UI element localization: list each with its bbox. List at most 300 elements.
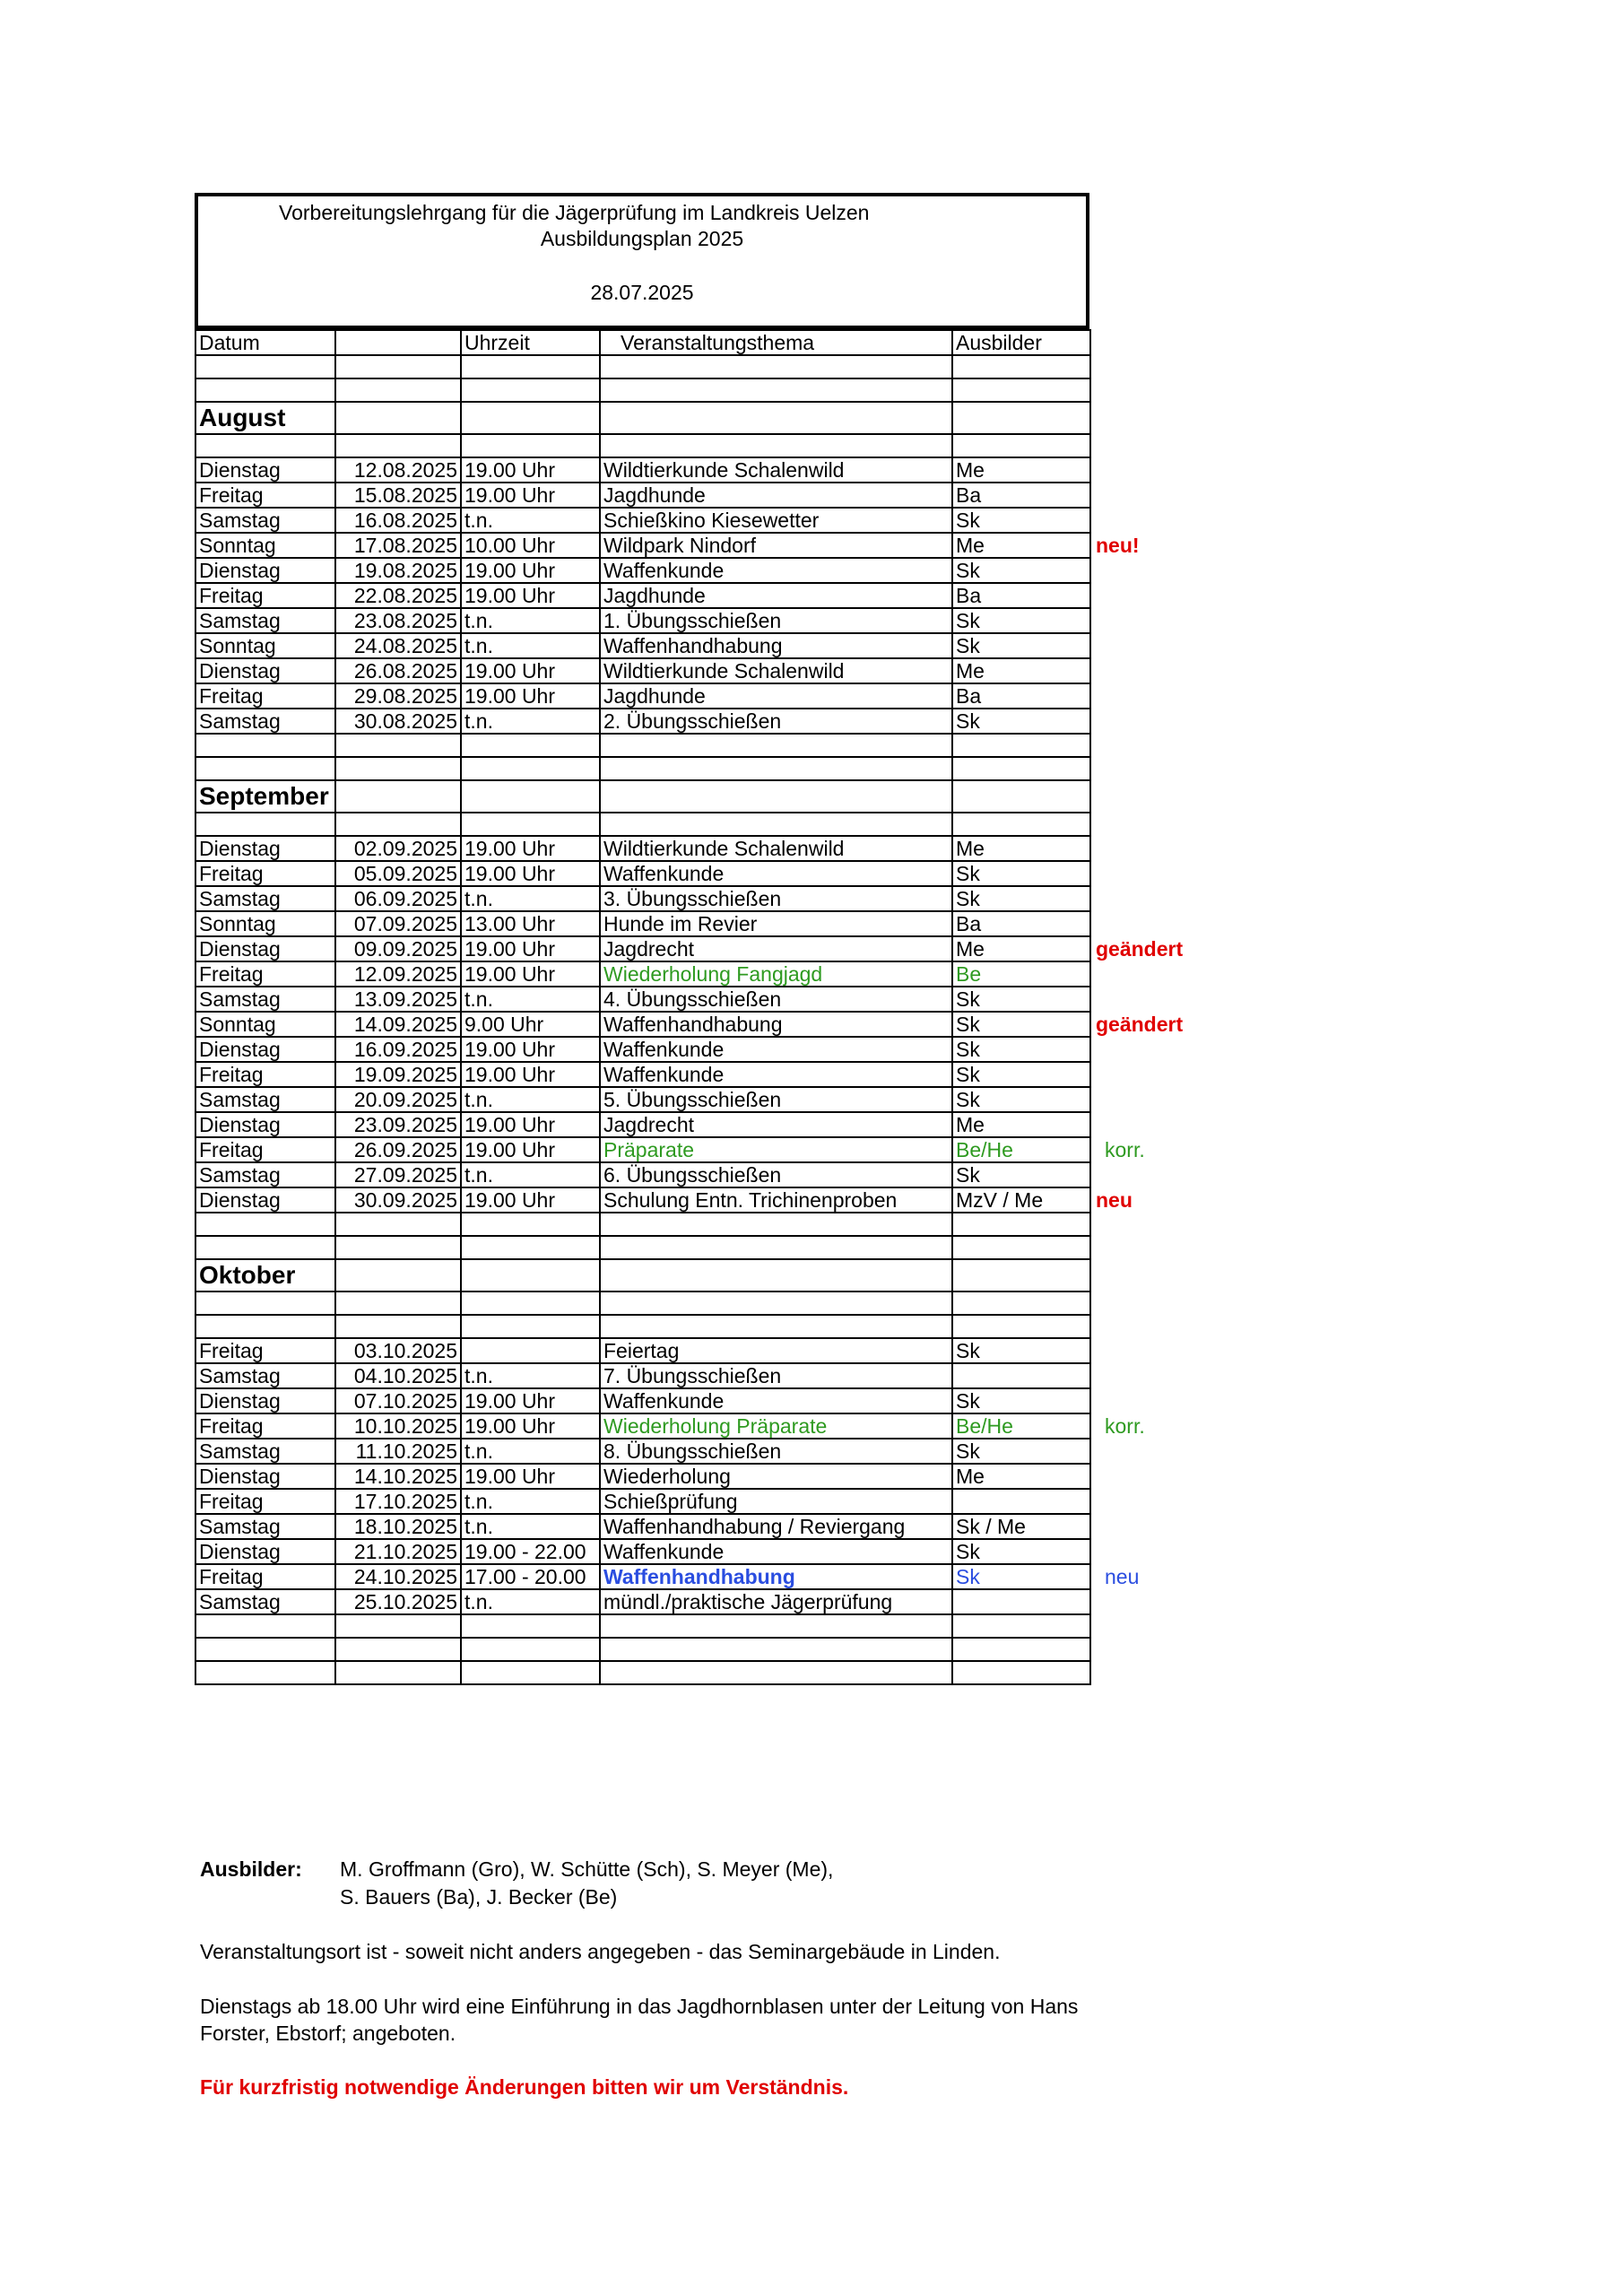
empty-cell bbox=[600, 780, 952, 813]
date-cell: 07.10.2025 bbox=[335, 1388, 461, 1413]
weekday-cell: Samstag bbox=[195, 1162, 335, 1187]
time-cell: t.n. bbox=[461, 633, 600, 658]
trainer-cell: Ba bbox=[952, 911, 1090, 936]
weekday-cell: Freitag bbox=[195, 683, 335, 709]
date-cell: 17.10.2025 bbox=[335, 1489, 461, 1514]
time-cell: 19.00 Uhr bbox=[461, 836, 600, 861]
time-cell: t.n. bbox=[461, 1162, 600, 1187]
topic-cell: Wildpark Nindorf bbox=[600, 533, 952, 558]
change-annotation: geändert bbox=[1096, 937, 1184, 961]
schedule-row bbox=[195, 911, 1090, 936]
date-cell: 27.09.2025 bbox=[335, 1162, 461, 1187]
trainer-cell: Sk bbox=[952, 633, 1090, 658]
trainer-cell: Sk bbox=[952, 1062, 1090, 1087]
trainer-cell bbox=[952, 1589, 1090, 1614]
topic-cell: Schulung Entn. Trichinenproben bbox=[600, 1187, 952, 1213]
schedule-row bbox=[195, 1062, 1090, 1087]
weekday-cell: Dienstag bbox=[195, 936, 335, 961]
empty-cell bbox=[335, 734, 461, 757]
spacer-row bbox=[195, 378, 1090, 402]
schedule-row bbox=[195, 683, 1090, 709]
schedule-row bbox=[195, 1464, 1090, 1489]
weekday-cell: Freitag bbox=[195, 961, 335, 987]
weekday-cell: Dienstag bbox=[195, 1112, 335, 1137]
weekday-cell: Dienstag bbox=[195, 1187, 335, 1213]
empty-cell bbox=[195, 1614, 335, 1638]
weekday-cell: Samstag bbox=[195, 709, 335, 734]
date-cell: 20.09.2025 bbox=[335, 1087, 461, 1112]
empty-cell bbox=[195, 355, 335, 378]
empty-cell bbox=[461, 757, 600, 780]
weekday-cell: Sonntag bbox=[195, 633, 335, 658]
topic-cell: Hunde im Revier bbox=[600, 911, 952, 936]
empty-cell bbox=[335, 1236, 461, 1259]
date-cell: 07.09.2025 bbox=[335, 911, 461, 936]
month-name: September bbox=[195, 780, 335, 813]
time-cell: 19.00 Uhr bbox=[461, 658, 600, 683]
column-header-thema: Veranstaltungsthema bbox=[600, 330, 952, 355]
empty-cell bbox=[195, 1292, 335, 1315]
empty-cell bbox=[952, 1661, 1090, 1684]
empty-cell bbox=[600, 1259, 952, 1292]
time-cell: t.n. bbox=[461, 987, 600, 1012]
weekday-cell: Freitag bbox=[195, 583, 335, 608]
column-header-empty bbox=[335, 330, 461, 355]
schedule-row bbox=[195, 1162, 1090, 1187]
trainer-cell: Sk / Me bbox=[952, 1514, 1090, 1539]
spacer-row bbox=[195, 1315, 1090, 1338]
date-cell: 14.10.2025 bbox=[335, 1464, 461, 1489]
time-cell: 13.00 Uhr bbox=[461, 911, 600, 936]
trainer-cell: Sk bbox=[952, 1388, 1090, 1413]
schedule-row bbox=[195, 709, 1090, 734]
weekday-cell: Samstag bbox=[195, 1514, 335, 1539]
topic-cell: 6. Übungsschießen bbox=[600, 1162, 952, 1187]
empty-cell bbox=[461, 1661, 600, 1684]
empty-cell bbox=[461, 1614, 600, 1638]
weekday-cell: Dienstag bbox=[195, 1388, 335, 1413]
weekday-cell: Freitag bbox=[195, 1564, 335, 1589]
empty-cell bbox=[335, 813, 461, 836]
trainer-cell: Sk bbox=[952, 558, 1090, 583]
trainer-cell: MzV / Me bbox=[952, 1187, 1090, 1213]
weekday-cell: Samstag bbox=[195, 1363, 335, 1388]
weekday-cell: Freitag bbox=[195, 1489, 335, 1514]
date-cell: 16.09.2025 bbox=[335, 1037, 461, 1062]
date-cell: 10.10.2025 bbox=[335, 1413, 461, 1439]
time-cell: t.n. bbox=[461, 1589, 600, 1614]
change-annotation: neu! bbox=[1096, 534, 1140, 557]
empty-cell bbox=[952, 1315, 1090, 1338]
date-cell: 14.09.2025 bbox=[335, 1012, 461, 1037]
schedule-row bbox=[195, 861, 1090, 886]
trainer-cell: Me bbox=[952, 533, 1090, 558]
trainer-cell: Sk bbox=[952, 861, 1090, 886]
weekday-cell: Samstag bbox=[195, 508, 335, 533]
date-cell: 24.10.2025 bbox=[335, 1564, 461, 1589]
empty-cell bbox=[600, 1638, 952, 1661]
topic-cell: Schießkino Kiesewetter bbox=[600, 508, 952, 533]
time-cell: 19.00 Uhr bbox=[461, 861, 600, 886]
topic-cell: Wildtierkunde Schalenwild bbox=[600, 836, 952, 861]
date-cell: 25.10.2025 bbox=[335, 1589, 461, 1614]
empty-cell bbox=[952, 757, 1090, 780]
trainer-cell: Be/He bbox=[952, 1413, 1090, 1439]
spacer-row bbox=[195, 813, 1090, 836]
weekday-cell: Dienstag bbox=[195, 558, 335, 583]
month-heading-row bbox=[195, 780, 1090, 813]
date-cell: 09.09.2025 bbox=[335, 936, 461, 961]
schedule-row bbox=[195, 1514, 1090, 1539]
trainer-cell: Sk bbox=[952, 508, 1090, 533]
empty-cell bbox=[461, 1638, 600, 1661]
date-cell: 21.10.2025 bbox=[335, 1539, 461, 1564]
schedule-row bbox=[195, 1338, 1090, 1363]
date-cell: 19.09.2025 bbox=[335, 1062, 461, 1087]
weekday-cell: Dienstag bbox=[195, 836, 335, 861]
empty-cell bbox=[952, 1292, 1090, 1315]
schedule-row bbox=[195, 558, 1090, 583]
date-cell: 18.10.2025 bbox=[335, 1514, 461, 1539]
date-cell: 03.10.2025 bbox=[335, 1338, 461, 1363]
weekday-cell: Dienstag bbox=[195, 457, 335, 483]
empty-cell bbox=[335, 1292, 461, 1315]
empty-cell bbox=[335, 434, 461, 457]
empty-cell bbox=[335, 402, 461, 434]
time-cell: t.n. bbox=[461, 886, 600, 911]
empty-cell bbox=[195, 1213, 335, 1236]
trainer-cell: Sk bbox=[952, 608, 1090, 633]
time-cell: 19.00 Uhr bbox=[461, 483, 600, 508]
weekday-cell: Freitag bbox=[195, 483, 335, 508]
time-cell: 19.00 Uhr bbox=[461, 457, 600, 483]
trainer-cell: Me bbox=[952, 658, 1090, 683]
topic-cell: Jagdhunde bbox=[600, 683, 952, 709]
time-cell bbox=[461, 1338, 600, 1363]
change-annotation: neu bbox=[1096, 1188, 1133, 1212]
date-cell: 26.08.2025 bbox=[335, 658, 461, 683]
month-heading-row bbox=[195, 1259, 1090, 1292]
topic-cell: Waffenhandhabung bbox=[600, 1564, 952, 1589]
spacer-row bbox=[195, 1236, 1090, 1259]
date-cell: 24.08.2025 bbox=[335, 633, 461, 658]
column-header-row bbox=[195, 330, 1090, 355]
schedule-row bbox=[195, 1413, 1090, 1439]
schedule-row bbox=[195, 658, 1090, 683]
time-cell: 19.00 Uhr bbox=[461, 1187, 600, 1213]
empty-cell bbox=[335, 1213, 461, 1236]
schedule-row bbox=[195, 533, 1090, 558]
schedule-row bbox=[195, 1037, 1090, 1062]
weekday-cell: Dienstag bbox=[195, 1037, 335, 1062]
time-cell: t.n. bbox=[461, 608, 600, 633]
time-cell: t.n. bbox=[461, 1514, 600, 1539]
trainer-cell: Sk bbox=[952, 1539, 1090, 1564]
schedule-row bbox=[195, 1539, 1090, 1564]
date-cell: 26.09.2025 bbox=[335, 1137, 461, 1162]
trainer-cell: Sk bbox=[952, 886, 1090, 911]
topic-cell: Waffenkunde bbox=[600, 1037, 952, 1062]
time-cell: t.n. bbox=[461, 1363, 600, 1388]
empty-cell bbox=[952, 355, 1090, 378]
trainer-cell: Sk bbox=[952, 709, 1090, 734]
empty-cell bbox=[600, 434, 952, 457]
time-cell: 17.00 - 20.00 bbox=[461, 1564, 600, 1589]
topic-cell: 7. Übungsschießen bbox=[600, 1363, 952, 1388]
trainer-cell: Me bbox=[952, 1464, 1090, 1489]
weekday-cell: Samstag bbox=[195, 1439, 335, 1464]
column-header-datum: Datum bbox=[195, 330, 335, 355]
topic-cell: mündl./praktische Jägerprüfung bbox=[600, 1589, 952, 1614]
spacer-row bbox=[195, 1614, 1090, 1638]
empty-cell bbox=[335, 1315, 461, 1338]
time-cell: t.n. bbox=[461, 1489, 600, 1514]
topic-cell: Wildtierkunde Schalenwild bbox=[600, 457, 952, 483]
topic-cell: Waffenkunde bbox=[600, 1539, 952, 1564]
empty-cell bbox=[335, 1614, 461, 1638]
schedule-table bbox=[195, 329, 1091, 1685]
column-header-ausbilder: Ausbilder bbox=[952, 330, 1090, 355]
empty-cell bbox=[952, 1259, 1090, 1292]
location-note: Veranstaltungsort ist - soweit nicht anders angegeben - das Seminargebäude in Linden. bbox=[200, 1940, 1001, 1963]
schedule-row bbox=[195, 608, 1090, 633]
topic-cell: 4. Übungsschießen bbox=[600, 987, 952, 1012]
date-cell: 16.08.2025 bbox=[335, 508, 461, 533]
empty-cell bbox=[461, 734, 600, 757]
topic-cell: Jagdhunde bbox=[600, 483, 952, 508]
trainer-cell: Me bbox=[952, 457, 1090, 483]
empty-cell bbox=[195, 1236, 335, 1259]
time-cell: 19.00 Uhr bbox=[461, 936, 600, 961]
weekday-cell: Samstag bbox=[195, 987, 335, 1012]
weekday-cell: Sonntag bbox=[195, 911, 335, 936]
date-cell: 30.09.2025 bbox=[335, 1187, 461, 1213]
topic-cell: 8. Übungsschießen bbox=[600, 1439, 952, 1464]
time-cell: 19.00 Uhr bbox=[461, 961, 600, 987]
time-cell: 19.00 Uhr bbox=[461, 683, 600, 709]
schedule-row bbox=[195, 1589, 1090, 1614]
empty-cell bbox=[195, 434, 335, 457]
schedule-row bbox=[195, 1489, 1090, 1514]
schedule-row bbox=[195, 1112, 1090, 1137]
trainer-list-line2: S. Bauers (Ba), J. Becker (Be) bbox=[340, 1885, 618, 1909]
document-header bbox=[195, 193, 1089, 329]
time-cell: t.n. bbox=[461, 508, 600, 533]
month-name: August bbox=[195, 402, 335, 434]
weekday-cell: Dienstag bbox=[195, 658, 335, 683]
schedule-row bbox=[195, 1388, 1090, 1413]
empty-cell bbox=[461, 1292, 600, 1315]
spacer-row bbox=[195, 757, 1090, 780]
weekday-cell: Sonntag bbox=[195, 1012, 335, 1037]
empty-cell bbox=[195, 1638, 335, 1661]
schedule-row bbox=[195, 836, 1090, 861]
weekday-cell: Freitag bbox=[195, 1338, 335, 1363]
topic-cell: Wiederholung Fangjagd bbox=[600, 961, 952, 987]
weekday-cell: Freitag bbox=[195, 861, 335, 886]
schedule-row bbox=[195, 1439, 1090, 1464]
trainer-cell: Sk bbox=[952, 1012, 1090, 1037]
empty-cell bbox=[461, 1236, 600, 1259]
trainer-cell: Sk bbox=[952, 987, 1090, 1012]
topic-cell: Schießprüfung bbox=[600, 1489, 952, 1514]
spacer-row bbox=[195, 1292, 1090, 1315]
empty-cell bbox=[600, 757, 952, 780]
empty-cell bbox=[195, 378, 335, 402]
empty-cell bbox=[335, 378, 461, 402]
weekday-cell: Dienstag bbox=[195, 1539, 335, 1564]
topic-cell: Jagdrecht bbox=[600, 1112, 952, 1137]
weekday-cell: Sonntag bbox=[195, 533, 335, 558]
empty-cell bbox=[952, 734, 1090, 757]
empty-cell bbox=[195, 1661, 335, 1684]
date-cell: 22.08.2025 bbox=[335, 583, 461, 608]
date-cell: 23.09.2025 bbox=[335, 1112, 461, 1137]
header-title: Vorbereitungslehrgang für die Jägerprüfung im Landkreis Uelzen bbox=[279, 201, 870, 224]
trainer-cell: Sk bbox=[952, 1338, 1090, 1363]
trainer-cell: Ba bbox=[952, 583, 1090, 608]
date-cell: 15.08.2025 bbox=[335, 483, 461, 508]
empty-cell bbox=[600, 1614, 952, 1638]
empty-cell bbox=[461, 378, 600, 402]
change-annotation: korr. bbox=[1105, 1138, 1145, 1161]
weekday-cell: Freitag bbox=[195, 1062, 335, 1087]
empty-cell bbox=[335, 780, 461, 813]
time-cell: 9.00 Uhr bbox=[461, 1012, 600, 1037]
weekday-cell: Dienstag bbox=[195, 1464, 335, 1489]
empty-cell bbox=[600, 1292, 952, 1315]
empty-cell bbox=[461, 780, 600, 813]
empty-cell bbox=[952, 378, 1090, 402]
topic-cell: 1. Übungsschießen bbox=[600, 608, 952, 633]
empty-cell bbox=[195, 734, 335, 757]
empty-cell bbox=[461, 1213, 600, 1236]
weekday-cell: Samstag bbox=[195, 1087, 335, 1112]
topic-cell: Jagdrecht bbox=[600, 936, 952, 961]
empty-cell bbox=[952, 1213, 1090, 1236]
empty-cell bbox=[600, 813, 952, 836]
spacer-row bbox=[195, 1213, 1090, 1236]
schedule-row bbox=[195, 1187, 1090, 1213]
schedule-row bbox=[195, 987, 1090, 1012]
trainer-cell: Sk bbox=[952, 1564, 1090, 1589]
header-subtitle: Ausbildungsplan 2025 bbox=[540, 227, 744, 250]
time-cell: 19.00 Uhr bbox=[461, 1464, 600, 1489]
month-name: Oktober bbox=[195, 1259, 335, 1292]
date-cell: 12.08.2025 bbox=[335, 457, 461, 483]
date-cell: 23.08.2025 bbox=[335, 608, 461, 633]
topic-cell: Präparate bbox=[600, 1137, 952, 1162]
topic-cell: 2. Übungsschießen bbox=[600, 709, 952, 734]
change-annotation: neu bbox=[1105, 1565, 1140, 1588]
date-cell: 04.10.2025 bbox=[335, 1363, 461, 1388]
schedule-row bbox=[195, 633, 1090, 658]
trainer-cell bbox=[952, 1489, 1090, 1514]
weekday-cell: Samstag bbox=[195, 608, 335, 633]
empty-cell bbox=[952, 1236, 1090, 1259]
trainer-cell: Ba bbox=[952, 483, 1090, 508]
schedule-row bbox=[195, 1363, 1090, 1388]
topic-cell: Wiederholung Präparate bbox=[600, 1413, 952, 1439]
schedule-row bbox=[195, 508, 1090, 533]
time-cell: 19.00 Uhr bbox=[461, 1037, 600, 1062]
empty-cell bbox=[335, 1638, 461, 1661]
trainer-cell: Sk bbox=[952, 1439, 1090, 1464]
empty-cell bbox=[600, 378, 952, 402]
month-heading-row bbox=[195, 402, 1090, 434]
trainer-list-line1: M. Groffmann (Gro), W. Schütte (Sch), S. Meyer (Me), bbox=[340, 1857, 834, 1881]
schedule-row bbox=[195, 457, 1090, 483]
time-cell: 19.00 Uhr bbox=[461, 558, 600, 583]
date-cell: 12.09.2025 bbox=[335, 961, 461, 987]
empty-cell bbox=[461, 434, 600, 457]
empty-cell bbox=[195, 1315, 335, 1338]
weekday-cell: Freitag bbox=[195, 1137, 335, 1162]
schedule-row bbox=[195, 936, 1090, 961]
empty-cell bbox=[335, 1661, 461, 1684]
schedule-row bbox=[195, 483, 1090, 508]
spacer-row bbox=[195, 355, 1090, 378]
spacer-row bbox=[195, 734, 1090, 757]
time-cell: 19.00 Uhr bbox=[461, 583, 600, 608]
horn-note-line1: Dienstags ab 18.00 Uhr wird eine Einführung in das Jagdhornblasen unter der Leitung von Hans bbox=[200, 1995, 1079, 2018]
trainer-cell: Sk bbox=[952, 1037, 1090, 1062]
empty-cell bbox=[335, 757, 461, 780]
schedule-row bbox=[195, 583, 1090, 608]
date-cell: 06.09.2025 bbox=[335, 886, 461, 911]
empty-cell bbox=[461, 813, 600, 836]
topic-cell: Waffenkunde bbox=[600, 558, 952, 583]
date-cell: 02.09.2025 bbox=[335, 836, 461, 861]
horn-note-line2: Forster, Ebstorf; angeboten. bbox=[200, 2022, 456, 2045]
trainer-label: Ausbilder: bbox=[200, 1857, 302, 1881]
date-cell: 19.08.2025 bbox=[335, 558, 461, 583]
change-annotation: geändert bbox=[1096, 1013, 1184, 1036]
topic-cell: Waffenhandhabung / Reviergang bbox=[600, 1514, 952, 1539]
time-cell: 19.00 - 22.00 bbox=[461, 1539, 600, 1564]
time-cell: t.n. bbox=[461, 709, 600, 734]
trainer-cell: Me bbox=[952, 936, 1090, 961]
trainer-cell: Me bbox=[952, 836, 1090, 861]
topic-cell: 5. Übungsschießen bbox=[600, 1087, 952, 1112]
empty-cell bbox=[600, 1315, 952, 1338]
topic-cell: Waffenhandhabung bbox=[600, 633, 952, 658]
empty-cell bbox=[600, 402, 952, 434]
weekday-cell: Freitag bbox=[195, 1413, 335, 1439]
empty-cell bbox=[600, 1213, 952, 1236]
topic-cell: Feiertag bbox=[600, 1338, 952, 1363]
topic-cell: Waffenkunde bbox=[600, 1388, 952, 1413]
trainer-cell: Be/He bbox=[952, 1137, 1090, 1162]
empty-cell bbox=[195, 813, 335, 836]
empty-cell bbox=[952, 780, 1090, 813]
time-cell: 19.00 Uhr bbox=[461, 1062, 600, 1087]
empty-cell bbox=[600, 355, 952, 378]
empty-cell bbox=[952, 1614, 1090, 1638]
topic-cell: Jagdhunde bbox=[600, 583, 952, 608]
empty-cell bbox=[600, 1661, 952, 1684]
date-cell: 17.08.2025 bbox=[335, 533, 461, 558]
change-annotation: korr. bbox=[1105, 1414, 1145, 1438]
weekday-cell: Samstag bbox=[195, 1589, 335, 1614]
topic-cell: Wiederholung bbox=[600, 1464, 952, 1489]
column-header-uhrzeit: Uhrzeit bbox=[461, 330, 600, 355]
trainer-cell: Be bbox=[952, 961, 1090, 987]
time-cell: 19.00 Uhr bbox=[461, 1112, 600, 1137]
changes-notice: Für kurzfristig notwendige Änderungen bitten wir um Verständnis. bbox=[200, 2075, 849, 2099]
schedule-row bbox=[195, 1137, 1090, 1162]
trainer-cell: Ba bbox=[952, 683, 1090, 709]
